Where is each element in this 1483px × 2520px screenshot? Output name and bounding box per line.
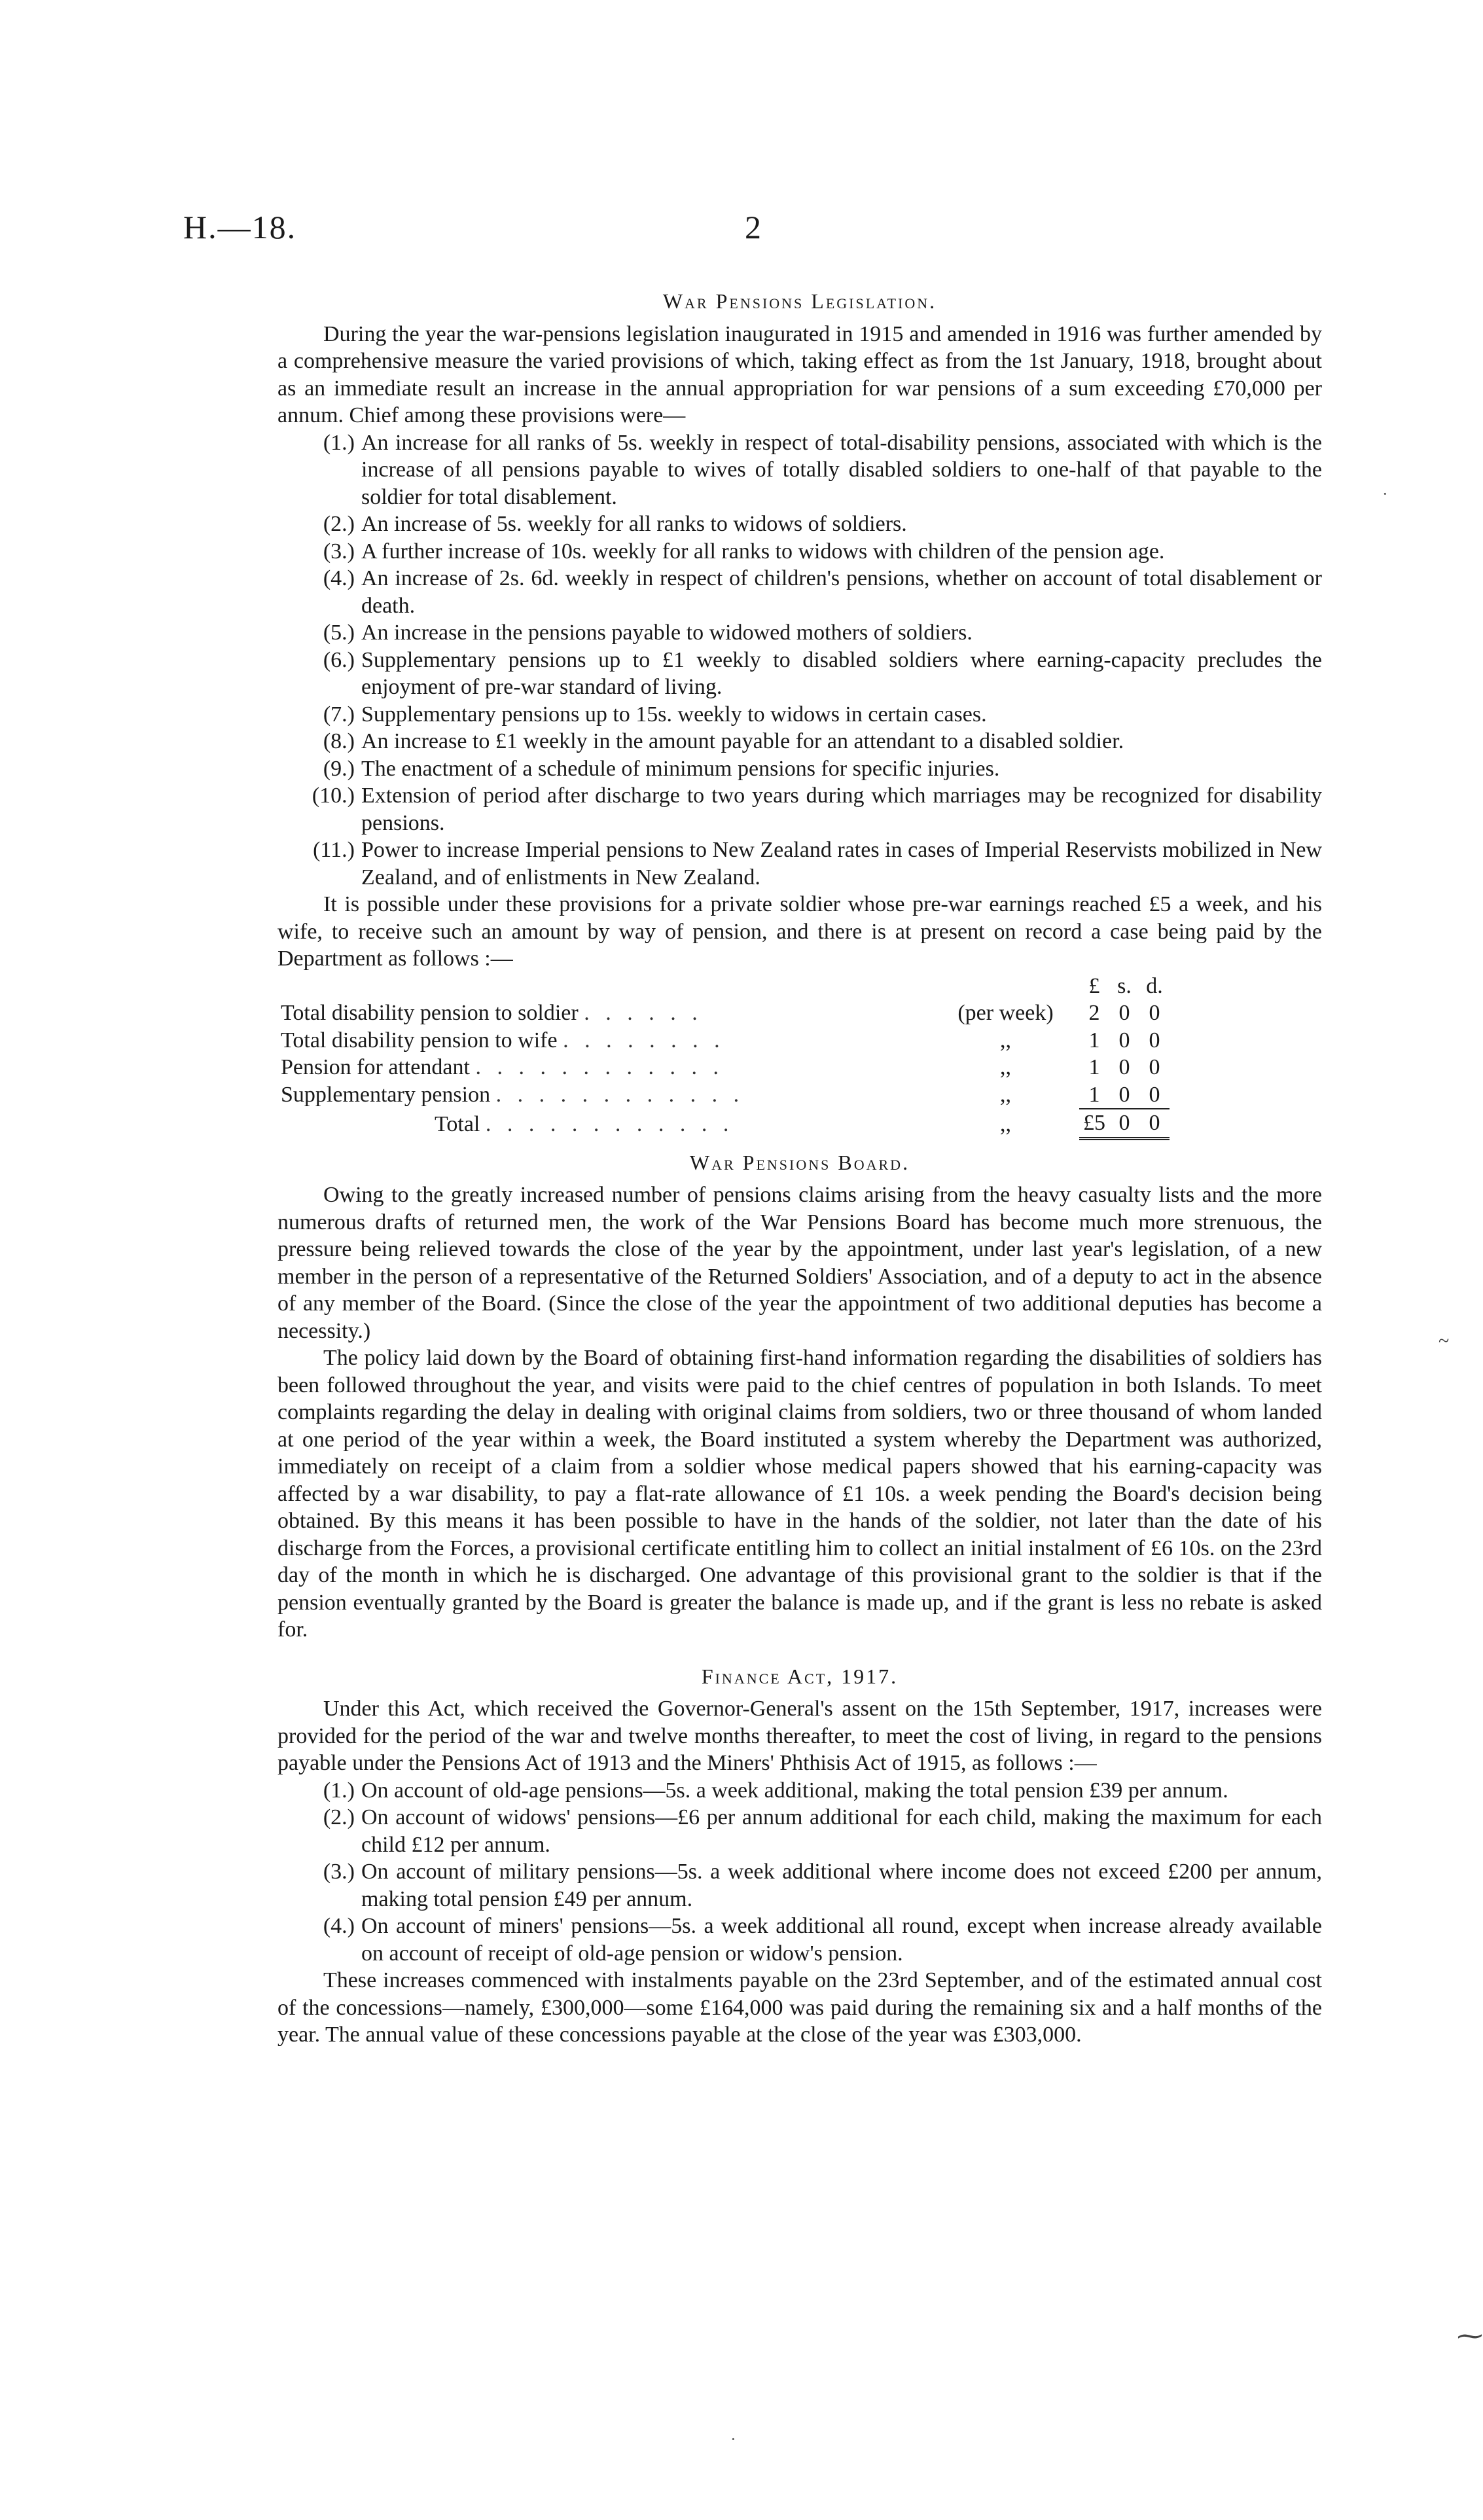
pension-table: [281, 973, 1170, 1140]
list-number: (1.): [323, 430, 355, 455]
list-number: (7.): [323, 702, 355, 727]
list-text: On account of miners' pensions—5s. a week additional all round, except when increase already available on account of receipt of old-age pension or widow's pension.: [361, 1914, 1322, 1966]
provisions-list: [277, 429, 1322, 891]
cell-pounds: 1: [1088, 1028, 1100, 1053]
page-number: 2: [745, 209, 761, 245]
total-shillings: 0: [1109, 1108, 1139, 1140]
row-label: Supplementary pension . . . . . . . . . . . .: [281, 1082, 745, 1107]
list-item: [277, 837, 1322, 891]
cell-pence: 0: [1149, 1055, 1160, 1079]
list-number: (8.): [323, 729, 355, 753]
row-label: Total disability pension to soldier . . . . . .: [281, 1001, 703, 1025]
list-item: [277, 701, 1322, 729]
row-label: Total disability pension to wife . . . . . . . .: [281, 1028, 725, 1053]
list-text: An increase of 2s. 6d. weekly in respect of children's pensions, whether on account of total disablement or death.: [361, 566, 1322, 618]
column-header-shillings: s.: [1117, 973, 1132, 998]
column-header-pounds: £: [1088, 973, 1100, 998]
row-period: ,,: [1000, 1028, 1011, 1053]
cell-pounds: 2: [1088, 1001, 1100, 1025]
list-number: (3.): [323, 539, 355, 564]
leader-dots: . . . . . . . .: [563, 1028, 725, 1053]
list-item: [277, 728, 1322, 755]
row-label: Total . . . . . . . . . . . .: [435, 1111, 734, 1136]
scan-mark: ~: [1438, 1330, 1450, 1352]
list-text: An increase of 5s. weekly for all ranks to widows of soldiers.: [361, 512, 907, 536]
list-text: Supplementary pensions up to £1 weekly to disabled soldiers where earning-capacity precludes the enjoyment of pre-war standard of living.: [361, 647, 1322, 699]
row-label: Pension for attendant . . . . . . . . . . . .: [281, 1055, 724, 1079]
leader-dots: . . . . . .: [584, 1001, 703, 1025]
list-item: [277, 565, 1322, 619]
list-number: (4.): [323, 566, 355, 590]
table-row: [281, 999, 1170, 1027]
list-text: An increase for all ranks of 5s. weekly in respect of total-disability pensions, associated with which is the increase of all pensions payable to wives of totally disabled soldiers to one-half of that payable to the soldier for total disablement.: [361, 430, 1322, 509]
list-number: (6.): [323, 647, 355, 672]
paragraph: During the year the war-pensions legislation inaugurated in 1915 and amended in 1916 was further amended by a comprehensive measure the varied provisions of which, taking effect as from the 1st January, 1918, brought about as an immediate result an increase in the annual appropriation for war pensions of a sum exceeding £70,000 per annum. Chief among these provisions were—: [277, 321, 1322, 427]
list-text: An increase in the pensions payable to widowed mothers of soldiers.: [361, 621, 973, 645]
table-row: [281, 1081, 1170, 1109]
list-number: (9.): [323, 756, 355, 781]
section-heading-finance-act: Finance Act, 1917.: [701, 1664, 899, 1688]
list-number: (4.): [323, 1914, 355, 1938]
cell-pence: 0: [1149, 1001, 1160, 1025]
paragraph: The policy laid down by the Board of obtaining first-hand information regarding the disabilities of soldiers has been followed throughout the year, and visits were paid to the chief centres of population in both Islands. To meet complaints regarding the delay in dealing with original claims from soldiers, two or three thousand of whom landed at one period of the year within a week, the Board instituted a system whereby the Department was authorized, immediately on receipt of a claim from a soldier whose medical papers showed that his earning-capacity was affected by a war disability, to pay a flat-rate allowance of £1 10s. a week pending the Board's decision being obtained. By this means it has been possible to have in the hands of the soldier, not later than the date of his discharge from the Forces, a provisional certificate entitling him to collect an initial instalment of £6 10s. on the 23rd day of the month in which he is discharged. One advantage of this provisional grant to the soldier is that if the pension eventually granted by the Board is greater the balance is made up, and if the grant is less no rebate is asked for.: [277, 1346, 1322, 1642]
report-reference: H.—18.: [183, 209, 297, 245]
list-item: [277, 782, 1322, 837]
cell-pence: 0: [1149, 1082, 1160, 1107]
list-item: [277, 647, 1322, 701]
leader-dots: . . . . . . . . . . . .: [495, 1082, 745, 1107]
main-content: [277, 281, 1322, 2049]
table-row: [281, 1054, 1170, 1081]
list-text: An increase to £1 weekly in the amount payable for an attendant to a disabled soldier.: [361, 729, 1124, 753]
row-period: ,,: [1000, 1055, 1011, 1079]
list-item: [277, 538, 1322, 566]
column-header-pence: d.: [1146, 973, 1163, 998]
list-item: [277, 1804, 1322, 1858]
table-row: [281, 1027, 1170, 1054]
list-text: On account of old-age pensions—5s. a week additional, making the total pension £39 per annum.: [361, 1778, 1228, 1803]
list-number: (11.): [313, 838, 355, 862]
row-period: ,,: [1000, 1111, 1011, 1136]
list-text: The enactment of a schedule of minimum pensions for specific injuries.: [361, 756, 1000, 781]
table-header-row: [281, 973, 1170, 1000]
leader-dots: . . . . . . . . . . . .: [485, 1111, 734, 1136]
cell-shillings: 0: [1118, 1028, 1130, 1053]
section-heading-war-pensions-legislation: War Pensions Legislation.: [662, 289, 937, 313]
total-pence: 0: [1139, 1108, 1170, 1140]
list-item: [277, 511, 1322, 538]
scan-mark: ⁓: [1457, 2321, 1483, 2350]
cell-pounds: 1: [1088, 1055, 1100, 1079]
list-text: On account of military pensions—5s. a week additional where income does not exceed £200 per annum, making total pension £49 per annum.: [361, 1860, 1322, 1911]
total-pounds: £5: [1079, 1108, 1109, 1140]
list-item: [277, 1913, 1322, 1967]
paragraph: These increases commenced with instalments payable on the 23rd September, and of the estimated annual cost of the concessions—namely, £300,000—some £164,000 was paid during the remaining six and a half months of the year. The annual value of these concessions payable at the close of the year was £303,000.: [277, 1968, 1322, 2047]
scan-speck: ·: [1382, 484, 1388, 503]
list-item: [277, 1858, 1322, 1913]
row-period: (per week): [957, 1001, 1054, 1025]
list-number: (5.): [323, 621, 355, 645]
cell-pounds: 1: [1088, 1082, 1100, 1107]
paragraph: Owing to the greatly increased number of pensions claims arising from the heavy casualty lists and the more numerous drafts of returned men, the work of the War Pensions Board has become much more strenuous, the pressure being relieved towards the close of the year by the appointment, under last year's legislation, of a new member in the person of a representative of the Returned Soldiers' Association, and of a deputy to act in the absence of any member of the Board. (Since the close of the year the appointment of two additional deputies has become a necessity.): [277, 1183, 1322, 1343]
row-period: ,,: [1000, 1082, 1011, 1107]
list-number: (1.): [323, 1778, 355, 1803]
list-number: (2.): [323, 512, 355, 536]
list-item: [277, 619, 1322, 647]
list-text: Extension of period after discharge to two years during which marriages may be recognized for disability pensions.: [361, 783, 1322, 835]
cell-shillings: 0: [1118, 1001, 1130, 1025]
paragraph: It is possible under these provisions for a private soldier whose pre-war earnings reached £5 a week, and his wife, to receive such an amount by way of pension, and there is at present on record a case being paid by the Department as follows :—: [277, 892, 1322, 971]
section-heading-war-pensions-board: War Pensions Board.: [689, 1150, 910, 1174]
cell-pence: 0: [1149, 1028, 1160, 1053]
list-text: A further increase of 10s. weekly for all ranks to widows with children of the pension age.: [361, 539, 1165, 564]
leader-dots: . . . . . . . . . . . .: [475, 1055, 724, 1079]
list-text: Supplementary pensions up to 15s. weekly to widows in certain cases.: [361, 702, 987, 727]
paragraph: Under this Act, which received the Governor-General's assent on the 15th September, 1917, increases were provided for the period of the war and twelve months thereafter, to meet the cost of living, in regard to the pensions payable under the Pensions Act of 1913 and the Miners' Phthisis Act of 1915, as follows :—: [277, 1697, 1322, 1775]
list-number: (3.): [323, 1860, 355, 1884]
table-total-row: [281, 1108, 1170, 1140]
cell-shillings: 0: [1118, 1082, 1130, 1107]
list-item: [277, 1777, 1322, 1805]
scan-speck: ·: [730, 2430, 736, 2449]
list-text: On account of widows' pensions—£6 per annum additional for each child, making the maximum for each child £12 per annum.: [361, 1805, 1322, 1857]
list-number: (10.): [312, 783, 355, 808]
list-number: (2.): [323, 1805, 355, 1829]
list-text: Power to increase Imperial pensions to New Zealand rates in cases of Imperial Reservists mobilized in New Zealand, and of enlistments in New Zealand.: [361, 838, 1322, 890]
cell-shillings: 0: [1118, 1055, 1130, 1079]
finance-increases-list: [277, 1777, 1322, 1968]
list-item: [277, 429, 1322, 511]
list-item: [277, 755, 1322, 783]
